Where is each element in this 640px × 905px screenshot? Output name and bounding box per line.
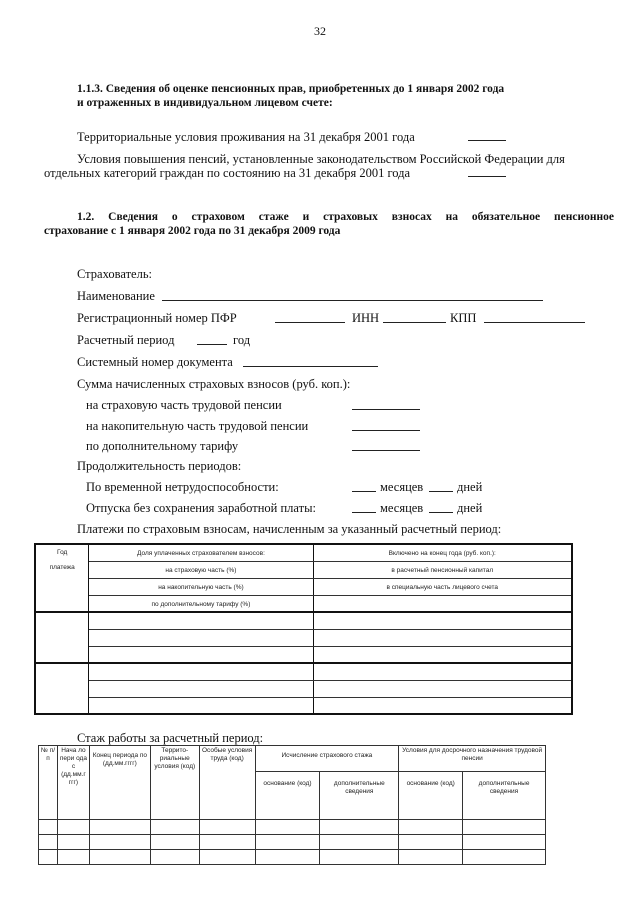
- funded-part-field: [352, 421, 420, 431]
- col-special-conditions: Особые условия труда (код): [199, 746, 255, 820]
- territorial-conditions-label: Территориальные условия проживания на 31 декабря 2001 года: [77, 130, 415, 144]
- pay-year-cell: [35, 663, 89, 714]
- unpaid-leave-months-label: месяцев: [380, 501, 424, 515]
- section-113-title-line1: 1.1.3. Сведения об оценке пенсионных прав, приобретенных до 1 января 2002 года: [77, 83, 505, 95]
- year-label: год: [233, 333, 251, 347]
- contributions-sum-label: Сумма начисленных страховых взносов (руб. коп.):: [77, 377, 351, 391]
- payments-label: Платежи по страховым взносам, начисленным за указанный расчетный период:: [77, 522, 502, 536]
- disability-label: По временной нетрудоспособности:: [86, 480, 279, 494]
- pay-empty-cell: [313, 595, 572, 612]
- pay-cell: [313, 663, 572, 680]
- unpaid-leave-days-field: [429, 503, 453, 513]
- payments-table: [34, 543, 573, 715]
- sub-basis: основание (код): [255, 772, 320, 820]
- section-12-title-line1: 1.2. Сведения о страховом стаже и страховых взносах на обязательное пенсионное: [77, 211, 614, 223]
- disability-days-field: [429, 482, 453, 492]
- funded-part-label: на накопительную часть трудовой пенсии: [86, 419, 309, 433]
- sub-basis-early: основание (код): [399, 772, 463, 820]
- unpaid-leave-label: Отпуска без сохранения заработной платы:: [86, 501, 316, 515]
- doc-number-field: [243, 357, 378, 367]
- name-label: Наименование: [77, 289, 155, 303]
- unpaid-leave-months-field: [352, 503, 376, 513]
- durations-label: Продолжительность периодов:: [77, 459, 242, 473]
- period-label: Расчетный период: [77, 333, 175, 347]
- page-number: 32: [314, 24, 326, 38]
- inn-field: [383, 313, 446, 323]
- name-field: [162, 291, 543, 301]
- extra-tariff-field: [352, 441, 420, 451]
- pension-increase-label-line1: Условия повышения пенсий, установленные законодательством Российской Федерации для: [77, 152, 565, 166]
- col-period-end: Конец периода по (дд.мм.гггг): [89, 746, 150, 820]
- pay-included-header: Включено на конец года (руб. коп.):: [313, 544, 572, 561]
- insurance-part-label: на страховую часть трудовой пенсии: [86, 398, 282, 412]
- pay-share-insurance: на страховую часть (%): [89, 561, 313, 578]
- pay-share-extra: по дополнительному тарифу (%): [89, 595, 313, 612]
- kpp-field: [484, 313, 585, 323]
- pay-cell: [89, 646, 313, 663]
- insurer-label: Страхователь:: [77, 267, 152, 281]
- col-number: № п/п: [39, 746, 58, 820]
- pay-cell: [89, 629, 313, 646]
- pfr-reg-number-label: Регистрационный номер ПФР: [77, 311, 237, 325]
- pay-cell: [313, 697, 572, 714]
- pay-included-special: в специальную часть лицевого счета: [313, 578, 572, 595]
- section-12-title-line2: страхование с 1 января 2002 года по 31 декабря 2009 года: [44, 225, 341, 237]
- pay-cell: [89, 663, 313, 680]
- pay-share-header: Доля уплаченных страхователем взносов:: [89, 544, 313, 561]
- pay-cell: [89, 612, 313, 629]
- pay-cell: [313, 646, 572, 663]
- pay-cell: [89, 680, 313, 697]
- sub-extra: дополнительные сведения: [320, 772, 399, 820]
- disability-days-label: дней: [457, 480, 483, 494]
- unpaid-leave-days-label: дней: [457, 501, 483, 515]
- kpp-label: КПП: [450, 311, 477, 325]
- section-113-title-line2: и отраженных в индивидуальном лицевом счете:: [77, 97, 333, 109]
- table-row: [39, 835, 546, 850]
- period-year-field: [197, 335, 227, 345]
- insurance-part-field: [352, 400, 420, 410]
- pay-cell: [313, 680, 572, 697]
- disability-months-label: месяцев: [380, 480, 424, 494]
- col-territorial: Террито- риальные условия (код): [150, 746, 199, 820]
- pay-cell: [313, 629, 572, 646]
- pay-cell: [89, 697, 313, 714]
- territorial-conditions-field: [468, 131, 506, 141]
- disability-months-field: [352, 482, 376, 492]
- inn-label: ИНН: [352, 311, 380, 325]
- table-row: [39, 820, 546, 835]
- pay-year-header: Год платежа: [35, 544, 89, 612]
- pfr-reg-number-field: [275, 313, 345, 323]
- pay-included-capital: в расчетный пенсионный капитал: [313, 561, 572, 578]
- sub-extra-early: дополнительные сведения: [463, 772, 546, 820]
- pay-cell: [313, 612, 572, 629]
- pension-increase-label-line2: отдельных категорий граждан по состоянию на 31 декабря 2001 года: [44, 166, 411, 180]
- col-period-start: Нача ло пери ода с (дд.мм.г ггг): [57, 746, 89, 820]
- doc-number-label: Системный номер документа: [77, 355, 233, 369]
- col-calc-header: Исчисление страхового стажа: [255, 746, 399, 772]
- pay-year-cell: [35, 612, 89, 663]
- pay-share-funded: на накопительную часть (%): [89, 578, 313, 595]
- extra-tariff-label: по дополнительному тарифу: [86, 439, 239, 453]
- work-experience-table: [38, 745, 546, 865]
- work-experience-label: Стаж работы за расчетный период:: [77, 731, 264, 745]
- col-early-header: Условия для досрочного назначения трудовой пенсии: [399, 746, 546, 772]
- pension-increase-field: [468, 167, 506, 177]
- table-row: [39, 850, 546, 865]
